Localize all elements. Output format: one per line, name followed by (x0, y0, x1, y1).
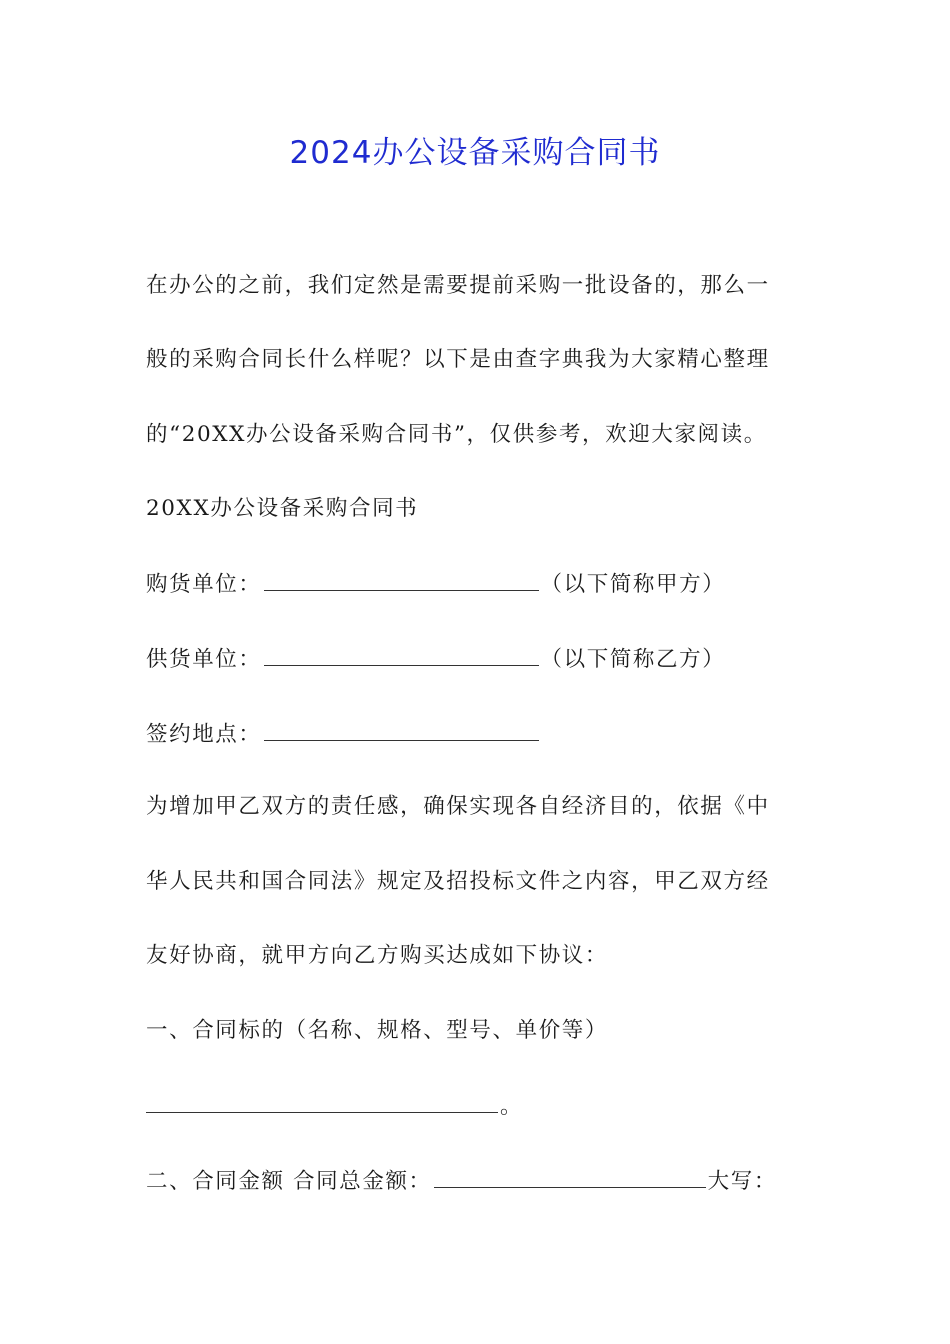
buyer-blank-line (264, 568, 539, 591)
place-blank-line (264, 718, 539, 741)
buyer-note: （以下简称甲方） (540, 572, 726, 597)
document-title: 2024办公设备采购合同书 (289, 135, 661, 171)
preamble-line-2: 华人民共和国合同法》规定及招投标文件之内容，甲乙双方经 (146, 869, 770, 894)
total-amount-label: 合同总金额： (293, 1169, 432, 1194)
capital-amount-label: 大写： (707, 1169, 777, 1194)
section1-blank-row (146, 1090, 523, 1122)
supplier-note: （以下简称乙方） (540, 647, 726, 672)
total-amount-blank-line (434, 1165, 706, 1188)
place-field-row (146, 718, 541, 750)
buyer-field-row (146, 568, 725, 600)
section2-row (146, 1165, 777, 1197)
intro-line-2: 般的采购合同长什么样呢？以下是由查字典我为大家精心整理 (146, 347, 770, 372)
contract-subtitle: 20XX办公设备采购合同书 (146, 496, 419, 521)
supplier-blank-line (264, 643, 539, 666)
buyer-label: 购货单位： (146, 572, 262, 597)
section1-end-mark: 。 (500, 1094, 524, 1119)
preamble-line-1: 为增加甲乙双方的责任感，确保实现各自经济目的，依据《中 (146, 794, 770, 819)
section1-blank-line (146, 1090, 498, 1113)
section2-heading: 二、合同金额 (146, 1169, 285, 1194)
section1-heading: 一、合同标的（名称、规格、型号、单价等） (146, 1018, 609, 1043)
supplier-field-row (146, 643, 725, 675)
intro-line-3: 的“20XX办公设备采购合同书”，仅供参考，欢迎大家阅读。 (146, 422, 767, 447)
place-label: 签约地点： (146, 722, 262, 747)
supplier-label: 供货单位： (146, 647, 262, 672)
preamble-line-3: 友好协商，就甲方向乙方购买达成如下协议： (146, 943, 609, 968)
intro-line-1: 在办公的之前，我们定然是需要提前采购一批设备的，那么一 (146, 273, 770, 298)
